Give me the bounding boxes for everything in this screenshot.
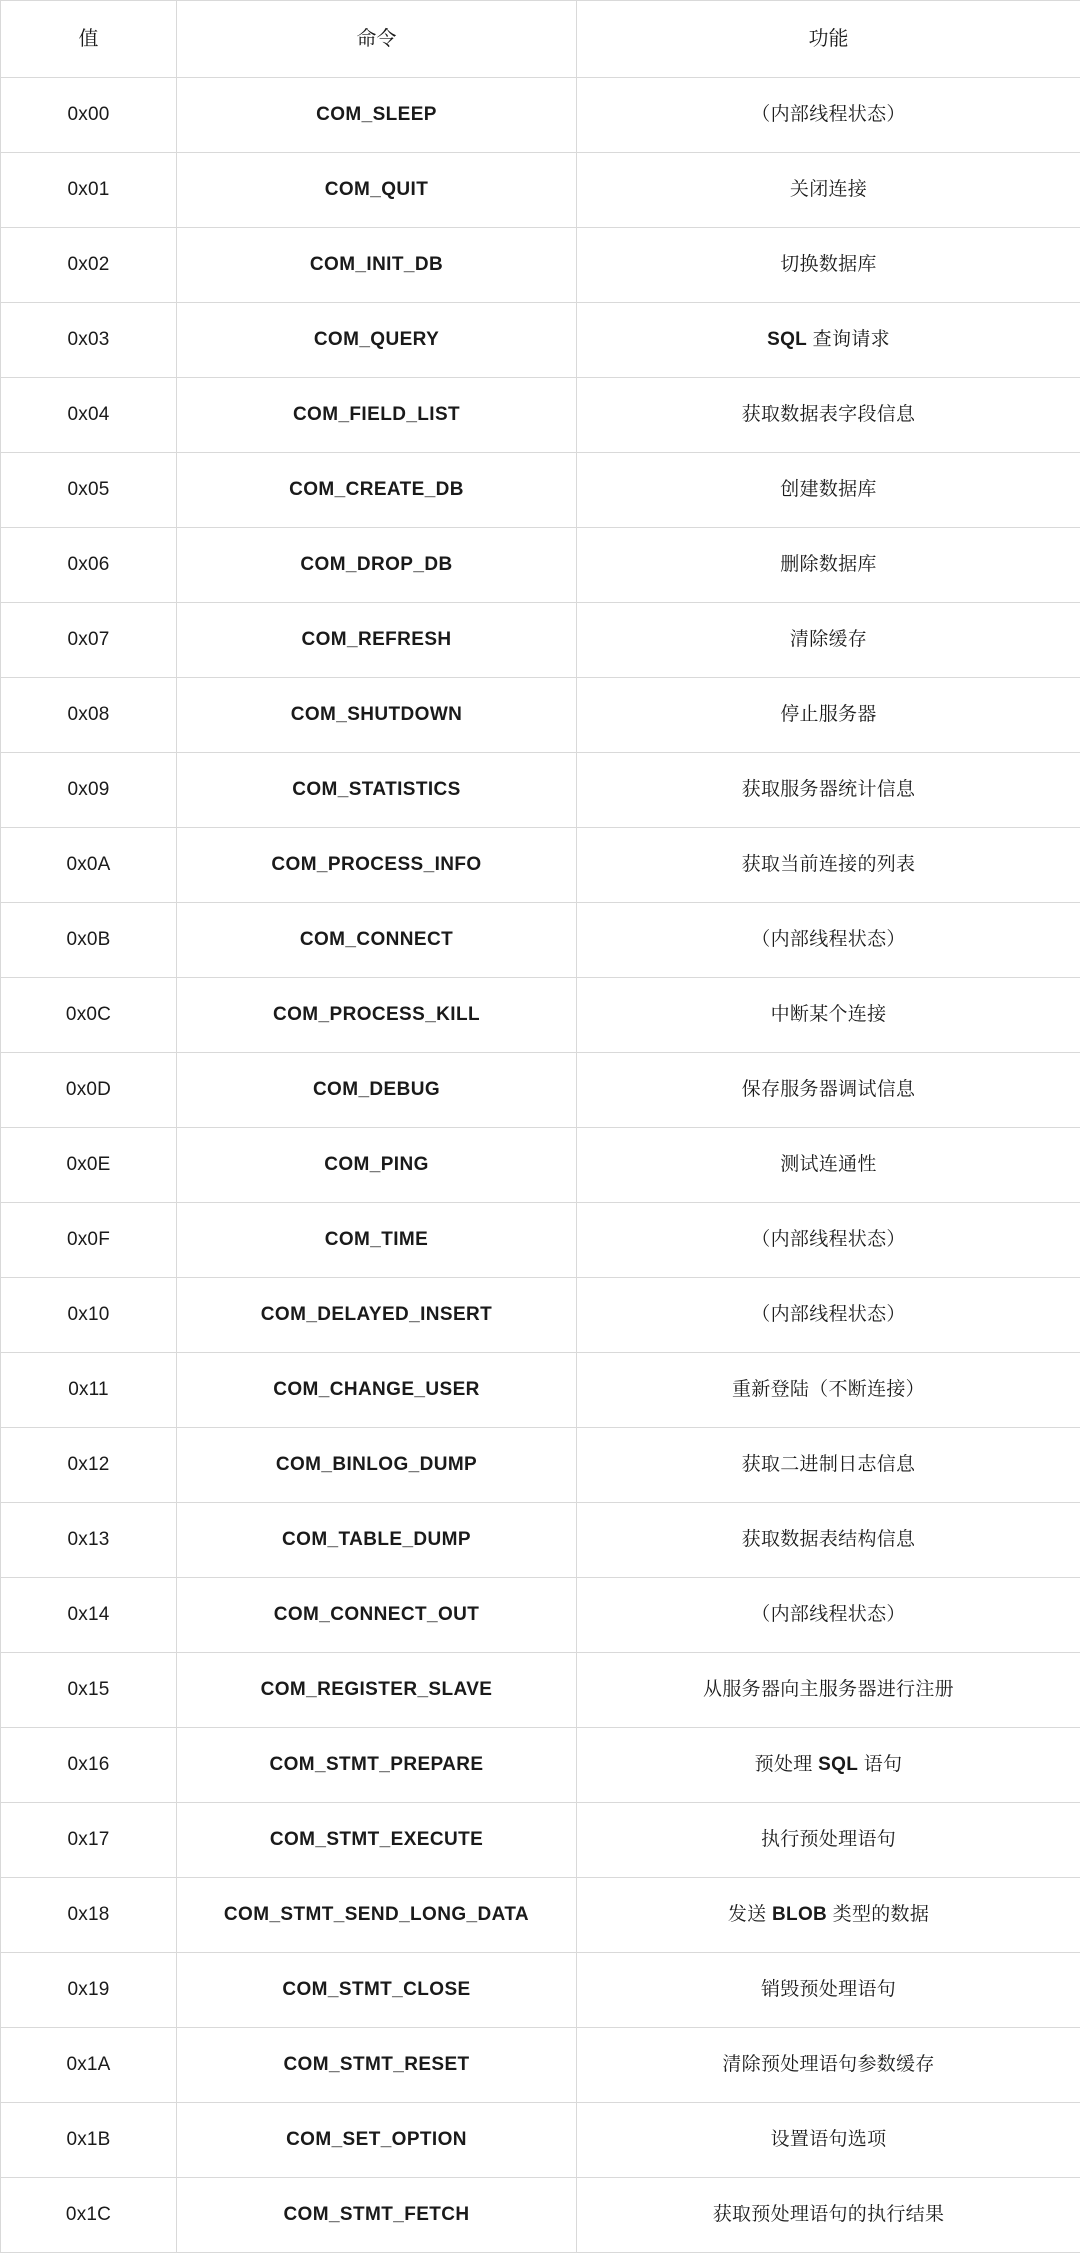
table-row	[1, 378, 1080, 453]
cell-function: 停止服务器	[577, 678, 1080, 753]
cell-value: 0x0D	[1, 1053, 177, 1128]
cell-function: 设置语句选项	[577, 2103, 1080, 2178]
cell-command: COM_PROCESS_KILL	[177, 978, 577, 1053]
cell-function: 获取服务器统计信息	[577, 753, 1080, 828]
cell-command: COM_CONNECT	[177, 903, 577, 978]
cell-value: 0x10	[1, 1278, 177, 1353]
cell-command: COM_STMT_EXECUTE	[177, 1803, 577, 1878]
cell-function: （内部线程状态）	[577, 1278, 1080, 1353]
cell-command: COM_CREATE_DB	[177, 453, 577, 528]
cell-function: （内部线程状态）	[577, 78, 1080, 153]
cell-function: 清除预处理语句参数缓存	[577, 2028, 1080, 2103]
table-row	[1, 228, 1080, 303]
cell-function: 测试连通性	[577, 1128, 1080, 1203]
cell-value: 0x0E	[1, 1128, 177, 1203]
cell-value: 0x0A	[1, 828, 177, 903]
column-header-command: 命令	[177, 1, 577, 78]
cell-value: 0x16	[1, 1728, 177, 1803]
cell-value: 0x00	[1, 78, 177, 153]
cell-value: 0x14	[1, 1578, 177, 1653]
cell-function: 获取二进制日志信息	[577, 1428, 1080, 1503]
cell-value: 0x0F	[1, 1203, 177, 1278]
cell-command: COM_STMT_PREPARE	[177, 1728, 577, 1803]
cell-value: 0x07	[1, 603, 177, 678]
table-row	[1, 1953, 1080, 2028]
cell-command: COM_PROCESS_INFO	[177, 828, 577, 903]
cell-command: COM_PING	[177, 1128, 577, 1203]
cell-command: COM_STMT_SEND_LONG_DATA	[177, 1878, 577, 1953]
table-row	[1, 78, 1080, 153]
cell-command: COM_QUERY	[177, 303, 577, 378]
cell-function: 执行预处理语句	[577, 1803, 1080, 1878]
cell-value: 0x1B	[1, 2103, 177, 2178]
column-header-value: 值	[1, 1, 177, 78]
cell-function: 切换数据库	[577, 228, 1080, 303]
cell-command: COM_TIME	[177, 1203, 577, 1278]
cell-function: 获取预处理语句的执行结果	[577, 2178, 1080, 2253]
table-row	[1, 1503, 1080, 1578]
cell-command: COM_SHUTDOWN	[177, 678, 577, 753]
table-row	[1, 978, 1080, 1053]
cell-value: 0x01	[1, 153, 177, 228]
cell-function: （内部线程状态）	[577, 903, 1080, 978]
cell-value: 0x08	[1, 678, 177, 753]
column-header-function: 功能	[577, 1, 1080, 78]
table-row	[1, 453, 1080, 528]
table-row	[1, 678, 1080, 753]
cell-value: 0x03	[1, 303, 177, 378]
table-row	[1, 2103, 1080, 2178]
cell-command: COM_CONNECT_OUT	[177, 1578, 577, 1653]
cell-command: COM_DROP_DB	[177, 528, 577, 603]
table-header	[1, 1, 1080, 78]
cell-function: 销毁预处理语句	[577, 1953, 1080, 2028]
cell-function: 预处理 SQL 语句	[577, 1728, 1080, 1803]
table-row	[1, 1803, 1080, 1878]
cell-value: 0x18	[1, 1878, 177, 1953]
table-body	[1, 78, 1080, 2253]
cell-function: （内部线程状态）	[577, 1203, 1080, 1278]
cell-value: 0x1C	[1, 2178, 177, 2253]
cell-value: 0x0B	[1, 903, 177, 978]
cell-value: 0x06	[1, 528, 177, 603]
cell-value: 0x05	[1, 453, 177, 528]
cell-command: COM_SLEEP	[177, 78, 577, 153]
table-row	[1, 753, 1080, 828]
cell-value: 0x02	[1, 228, 177, 303]
cell-value: 0x13	[1, 1503, 177, 1578]
cell-value: 0x19	[1, 1953, 177, 2028]
cell-command: COM_CHANGE_USER	[177, 1353, 577, 1428]
table-row	[1, 1728, 1080, 1803]
table-row	[1, 528, 1080, 603]
table-row	[1, 603, 1080, 678]
cell-function: 从服务器向主服务器进行注册	[577, 1653, 1080, 1728]
cell-function: 获取数据表字段信息	[577, 378, 1080, 453]
cell-command: COM_DEBUG	[177, 1053, 577, 1128]
table-row	[1, 1353, 1080, 1428]
table-row	[1, 1428, 1080, 1503]
cell-function: SQL 查询请求	[577, 303, 1080, 378]
cell-command: COM_REFRESH	[177, 603, 577, 678]
cell-value: 0x04	[1, 378, 177, 453]
cell-command: COM_BINLOG_DUMP	[177, 1428, 577, 1503]
cell-command: COM_REGISTER_SLAVE	[177, 1653, 577, 1728]
cell-function: （内部线程状态）	[577, 1578, 1080, 1653]
table-row	[1, 1128, 1080, 1203]
cell-value: 0x11	[1, 1353, 177, 1428]
cell-function: 删除数据库	[577, 528, 1080, 603]
cell-command: COM_SET_OPTION	[177, 2103, 577, 2178]
table-header-row	[1, 1, 1080, 78]
table-row	[1, 2178, 1080, 2253]
cell-value: 0x09	[1, 753, 177, 828]
cell-function: 中断某个连接	[577, 978, 1080, 1053]
cell-command: COM_STMT_FETCH	[177, 2178, 577, 2253]
table-row	[1, 1878, 1080, 1953]
table-row	[1, 1278, 1080, 1353]
cell-command: COM_FIELD_LIST	[177, 378, 577, 453]
table-row	[1, 1203, 1080, 1278]
cell-command: COM_INIT_DB	[177, 228, 577, 303]
cell-value: 0x17	[1, 1803, 177, 1878]
cell-command: COM_STMT_RESET	[177, 2028, 577, 2103]
cell-function: 发送 BLOB 类型的数据	[577, 1878, 1080, 1953]
table-row	[1, 1653, 1080, 1728]
cell-value: 0x0C	[1, 978, 177, 1053]
cell-function: 获取数据表结构信息	[577, 1503, 1080, 1578]
table-row	[1, 903, 1080, 978]
cell-function: 保存服务器调试信息	[577, 1053, 1080, 1128]
cell-value: 0x12	[1, 1428, 177, 1503]
table-row	[1, 1578, 1080, 1653]
cell-command: COM_QUIT	[177, 153, 577, 228]
cell-value: 0x15	[1, 1653, 177, 1728]
cell-function: 创建数据库	[577, 453, 1080, 528]
cell-function: 获取当前连接的列表	[577, 828, 1080, 903]
cell-command: COM_DELAYED_INSERT	[177, 1278, 577, 1353]
cell-function: 重新登陆（不断连接）	[577, 1353, 1080, 1428]
cell-command: COM_STATISTICS	[177, 753, 577, 828]
table-row	[1, 828, 1080, 903]
table-row	[1, 153, 1080, 228]
table-row	[1, 303, 1080, 378]
cell-command: COM_TABLE_DUMP	[177, 1503, 577, 1578]
table-row	[1, 1053, 1080, 1128]
cell-command: COM_STMT_CLOSE	[177, 1953, 577, 2028]
table-row	[1, 2028, 1080, 2103]
cell-function: 清除缓存	[577, 603, 1080, 678]
cell-value: 0x1A	[1, 2028, 177, 2103]
cell-function: 关闭连接	[577, 153, 1080, 228]
